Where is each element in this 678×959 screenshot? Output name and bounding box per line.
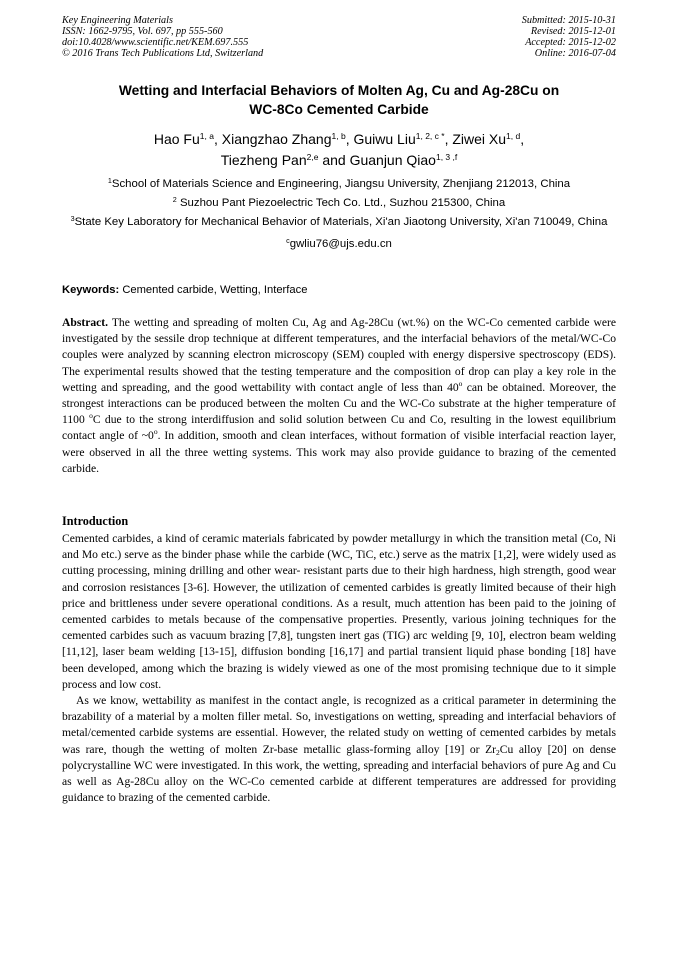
- author-affil-mark: 1, 3 ,f: [435, 152, 458, 162]
- section-heading: Introduction: [62, 514, 129, 528]
- paper-title: [62, 81, 616, 119]
- abstract-text: can be obtained. Moreover, the strongest interactions can be produced between the molten Cu and the WC-Co substrate at the higher temperature of 1100: [62, 380, 617, 427]
- affil-text: Suzhou Pant Piezoelectric Tech Co. Ltd., Suzhou 215300, China: [176, 197, 506, 209]
- title-line: Wetting and Interfacial Behaviors of Molten Ag, Cu and Ag-28Cu on: [118, 83, 560, 98]
- affil-text: School of Materials Science and Engineering, Jiangsu University, Zhenjiang 212013, China: [111, 178, 571, 190]
- history-dates: [522, 15, 616, 59]
- affiliation: [62, 214, 616, 230]
- author-name: Tiezheng Pan: [220, 152, 307, 168]
- author-line: [62, 129, 616, 150]
- author-sep: and: [318, 152, 350, 168]
- affiliation-list: [62, 176, 616, 252]
- subscript: 2: [496, 747, 500, 757]
- abstract-text: The wetting and spreading of molten Cu, Ag and Ag-28Cu (wt.%) on the WC-Co cemented carbide were investigated by the sessile drop technique at different temperatures, and the interfacial behaviors of the metal/WC-Co couples were analyzed by scanning electron microscopy (SEM) coupled with energy dispersive spectroscopy (EDS). The experimental results showed that the testing temperature and the composition of drop can play a key role in the wetting and spreading, and the good wettability with contact angle of less than 40: [62, 316, 616, 394]
- affil-mark: c: [286, 236, 290, 245]
- corresponding-email: [62, 236, 616, 252]
- affil-mark: 3: [70, 214, 75, 223]
- accepted-date: Accepted: 2015-12-02: [525, 37, 616, 48]
- publication-info: [62, 15, 263, 59]
- keywords-text: Cemented carbide, Wetting, Interface: [122, 284, 308, 296]
- introduction-body: [62, 531, 616, 806]
- author-affil-mark: 1, a: [199, 131, 214, 141]
- affiliation: [62, 195, 616, 211]
- body-paragraph: Cemented carbides, a kind of ceramic materials fabricated by powder metallurgy in which the transition metal (Co, Ni and Mo etc.) serve as the binder phase while the carbide (WC, TiC, etc.) serve as the matrix [1,2], were widely used as cutting processing, mining drilling and other wear- resistant parts due to their high hardness, high strength, good wear and corrosion resistances [3-6]. However, the utilization of cemented carbides is greatly limited because of their high price and brittleness under severe operational conditions. As a result, much attention has been paid to the joining of cemented carbides to metals because of the compensative properties. Presently, various joining techniques for the cemented carbides such as vacuum brazing [7,8], tungsten inert gas (TIG) arc welding [9, 10], electron beam welding [11,12], laser beam welding [13-15], diffusion bonding [16,17] and partial transient liquid phase bonding [18] have been developed, among which the brazing is widely viewed as one of the most promising technique due to it simple process and low cost.: [62, 532, 616, 691]
- paragraph-text: As we know, wettability as manifest in the contact angle, is recognized as a critical parameter in determining the brazability of a material by a molten filler metal. So, investigations on wetting, spreading and interfacial behaviors of metal/cemented carbide systems are essential. However, the related study on wetting of cemented carbides by metals was rare, though the wetting of molten Zr-base metallic glass-forming alloy [19] or Zr: [62, 694, 616, 756]
- degree-mark: o: [89, 411, 93, 421]
- title-line: WC-8Co Cemented Carbide: [249, 102, 429, 117]
- author-name: Ziwei Xu: [452, 131, 507, 147]
- online-date: Online: 2016-07-04: [534, 48, 616, 59]
- author-sep: ,: [345, 131, 354, 147]
- issn-line: ISSN: 1662-9795, Vol. 697, pp 555-560: [62, 26, 223, 37]
- author-name: Hao Fu: [153, 131, 200, 147]
- body-paragraph: [62, 693, 616, 806]
- author-line: [62, 150, 616, 171]
- journal-name: Key Engineering Materials: [62, 15, 173, 26]
- author-name: Guanjun Qiao: [349, 152, 436, 168]
- author-affil-mark: 2,e: [306, 152, 319, 162]
- author-affil-mark: 1, 2, c *: [415, 131, 445, 141]
- keywords-line: [62, 283, 616, 297]
- affil-mark: 1: [107, 176, 112, 185]
- author-list: [62, 129, 616, 171]
- degree-mark: o: [153, 427, 158, 437]
- abstract-text: . In addition, smooth and clean interfaces, without formation of visible interfacial reaction layer, were observed in all the three wetting systems. This work may also provide guidance to brazing of the cemented carbide.: [62, 429, 616, 475]
- copyright-line: © 2016 Trans Tech Publications Ltd, Switzerland: [62, 48, 264, 59]
- paragraph-text: Cu alloy [20] on dense polycrystalline WC were investigated. In this work, the wetting, spreading and interfacial behaviors of pure Ag and Cu as well as Ag-28Cu alloy on the WC-Co cemented carbide at different temperatures are addressed for providing guidance to brazing of the cemented carbide.: [62, 742, 616, 805]
- abstract-paragraph: [62, 315, 616, 477]
- degree-mark: o: [458, 378, 463, 388]
- affil-text: State Key Laboratory for Mechanical Behavior of Materials, Xi'an Jiaotong University, Xi'an 710049, China: [74, 216, 608, 228]
- doi-link[interactable]: doi:10.4028/www.scientific.net/KEM.697.555: [62, 37, 249, 48]
- affiliation: [62, 176, 616, 192]
- author-sep: ,: [213, 131, 222, 147]
- keywords-label: Keywords:: [62, 284, 120, 296]
- author-affil-mark: 1, d: [506, 131, 521, 141]
- affil-mark: 2: [172, 195, 177, 204]
- author-affil-mark: 1, b: [331, 131, 346, 141]
- abstract-label: Abstract.: [62, 316, 109, 329]
- author-name: Guiwu Liu: [353, 131, 416, 147]
- author-sep: ,: [520, 131, 525, 147]
- author-sep: ,: [444, 131, 453, 147]
- email-link[interactable]: gwliu76@ujs.edu.cn: [289, 238, 392, 250]
- submitted-date: Submitted: 2015-10-31: [521, 15, 616, 26]
- revised-date: Revised: 2015-12-01: [530, 26, 616, 37]
- abstract-text: C due to the strong interdiffusion and solid solution between Cu and Co, resulting in the lowest equilibrium contact angle of ~0: [62, 413, 617, 443]
- author-name: Xiangzhao Zhang: [221, 131, 332, 147]
